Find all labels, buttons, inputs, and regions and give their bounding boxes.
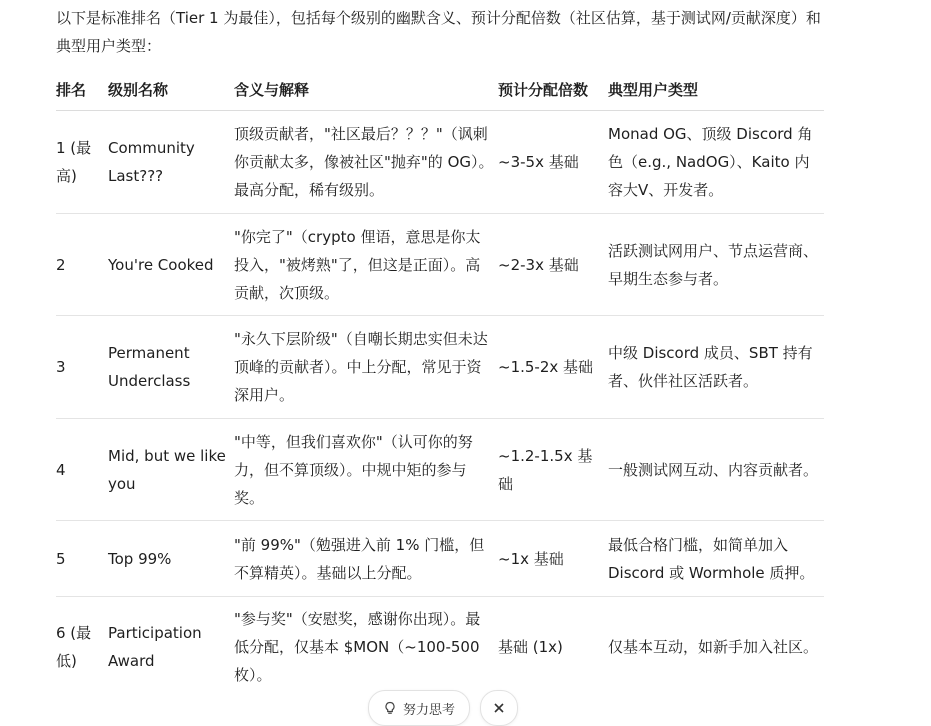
cell-multiplier: ~2-3x 基础 <box>498 214 608 316</box>
cell-rank: 5 <box>56 521 108 597</box>
header-multiplier: 预计分配倍数 <box>498 70 608 111</box>
cell-rank: 2 <box>56 214 108 316</box>
intro-text: 以下是标准排名（Tier 1 为最佳），包括每个级别的幽默含义、预计分配倍数（社区估算，基于测试网/贡献深度）和典型用户类型： <box>56 9 821 55</box>
table-row <box>56 521 824 597</box>
cell-tier-name: Top 99% <box>108 521 234 597</box>
cell-multiplier: ~3-5x 基础 <box>498 111 608 214</box>
cell-multiplier: ~1.5-2x 基础 <box>498 316 608 419</box>
header-tier-name: 级别名称 <box>108 70 234 111</box>
cell-meaning: "你完了"（crypto 俚语，意思是你太投入，"被烤熟"了，但这是正面）。高贡献，次顶级。 <box>234 214 498 316</box>
table-row <box>56 214 824 316</box>
cell-user-type: 活跃测试网用户、节点运营商、早期生态参与者。 <box>608 214 824 316</box>
table-row <box>56 419 824 521</box>
header-meaning: 含义与解释 <box>234 70 498 111</box>
cell-meaning: "参与奖"（安慰奖，感谢你出现）。最低分配，仅基本 $MON（~100-500 枚）。 <box>234 610 481 684</box>
cell-tier-name: You're Cooked <box>108 214 234 316</box>
cell-user-type: 中级 Discord 成员、SBT 持有者、伙伴社区活跃者。 <box>608 316 824 419</box>
cell-tier-name: Participation Award <box>108 624 202 670</box>
cell-multiplier: ~1.2-1.5x 基础 <box>498 419 608 521</box>
cell-meaning: "永久下层阶级"（自嘲长期忠实但未达顶峰的贡献者）。中上分配，常见于资深用户。 <box>234 316 498 419</box>
header-user-type: 典型用户类型 <box>608 70 824 111</box>
cell-user-type: 仅基本互动，如新手加入社区。 <box>608 638 819 656</box>
cell-tier-name: Mid, but we like you <box>108 419 234 521</box>
cell-tier-name: Permanent Underclass <box>108 316 234 419</box>
cell-user-type: 最低合格门槛，如简单加入 Discord 或 Wormhole 质押。 <box>608 521 824 597</box>
header-rank: 排名 <box>56 70 108 111</box>
ranking-table <box>56 70 824 697</box>
cell-multiplier: ~1x 基础 <box>498 521 608 597</box>
cell-user-type: Monad OG、顶级 Discord 角色（e.g., NadOG）、Kaito 内容大V、开发者。 <box>608 111 824 214</box>
cell-multiplier: 基础 (1x) <box>498 638 563 656</box>
think-hard-label: 努力思考 <box>403 702 456 718</box>
close-icon <box>493 702 505 714</box>
cell-meaning: "前 99%"（勉强进入前 1% 门槛，但不算精英）。基础以上分配。 <box>234 521 498 597</box>
table-row <box>56 597 824 698</box>
lightbulb-icon <box>383 701 397 715</box>
think-hard-button[interactable] <box>368 690 470 726</box>
cell-meaning: "中等，但我们喜欢你"（认可你的努力，但不算顶级）。中规中矩的参与奖。 <box>234 419 498 521</box>
table-row <box>56 111 824 214</box>
table-row <box>56 316 824 419</box>
cell-rank: 3 <box>56 316 108 419</box>
cell-meaning: 顶级贡献者，"社区最后？？？"（讽刺你贡献太多，像被社区"抛弃"的 OG）。最高分配，稀有级别。 <box>234 111 498 214</box>
cell-user-type: 一般测试网互动、内容贡献者。 <box>608 419 824 521</box>
cell-tier-name: Community Last??? <box>108 111 234 214</box>
cell-rank: 6 (最低) <box>56 624 92 670</box>
cell-rank: 1 (最高) <box>56 111 108 214</box>
table-header-row <box>56 70 824 111</box>
bottom-action-bar <box>368 690 518 724</box>
cell-rank: 4 <box>56 419 108 521</box>
close-button[interactable] <box>480 690 518 726</box>
